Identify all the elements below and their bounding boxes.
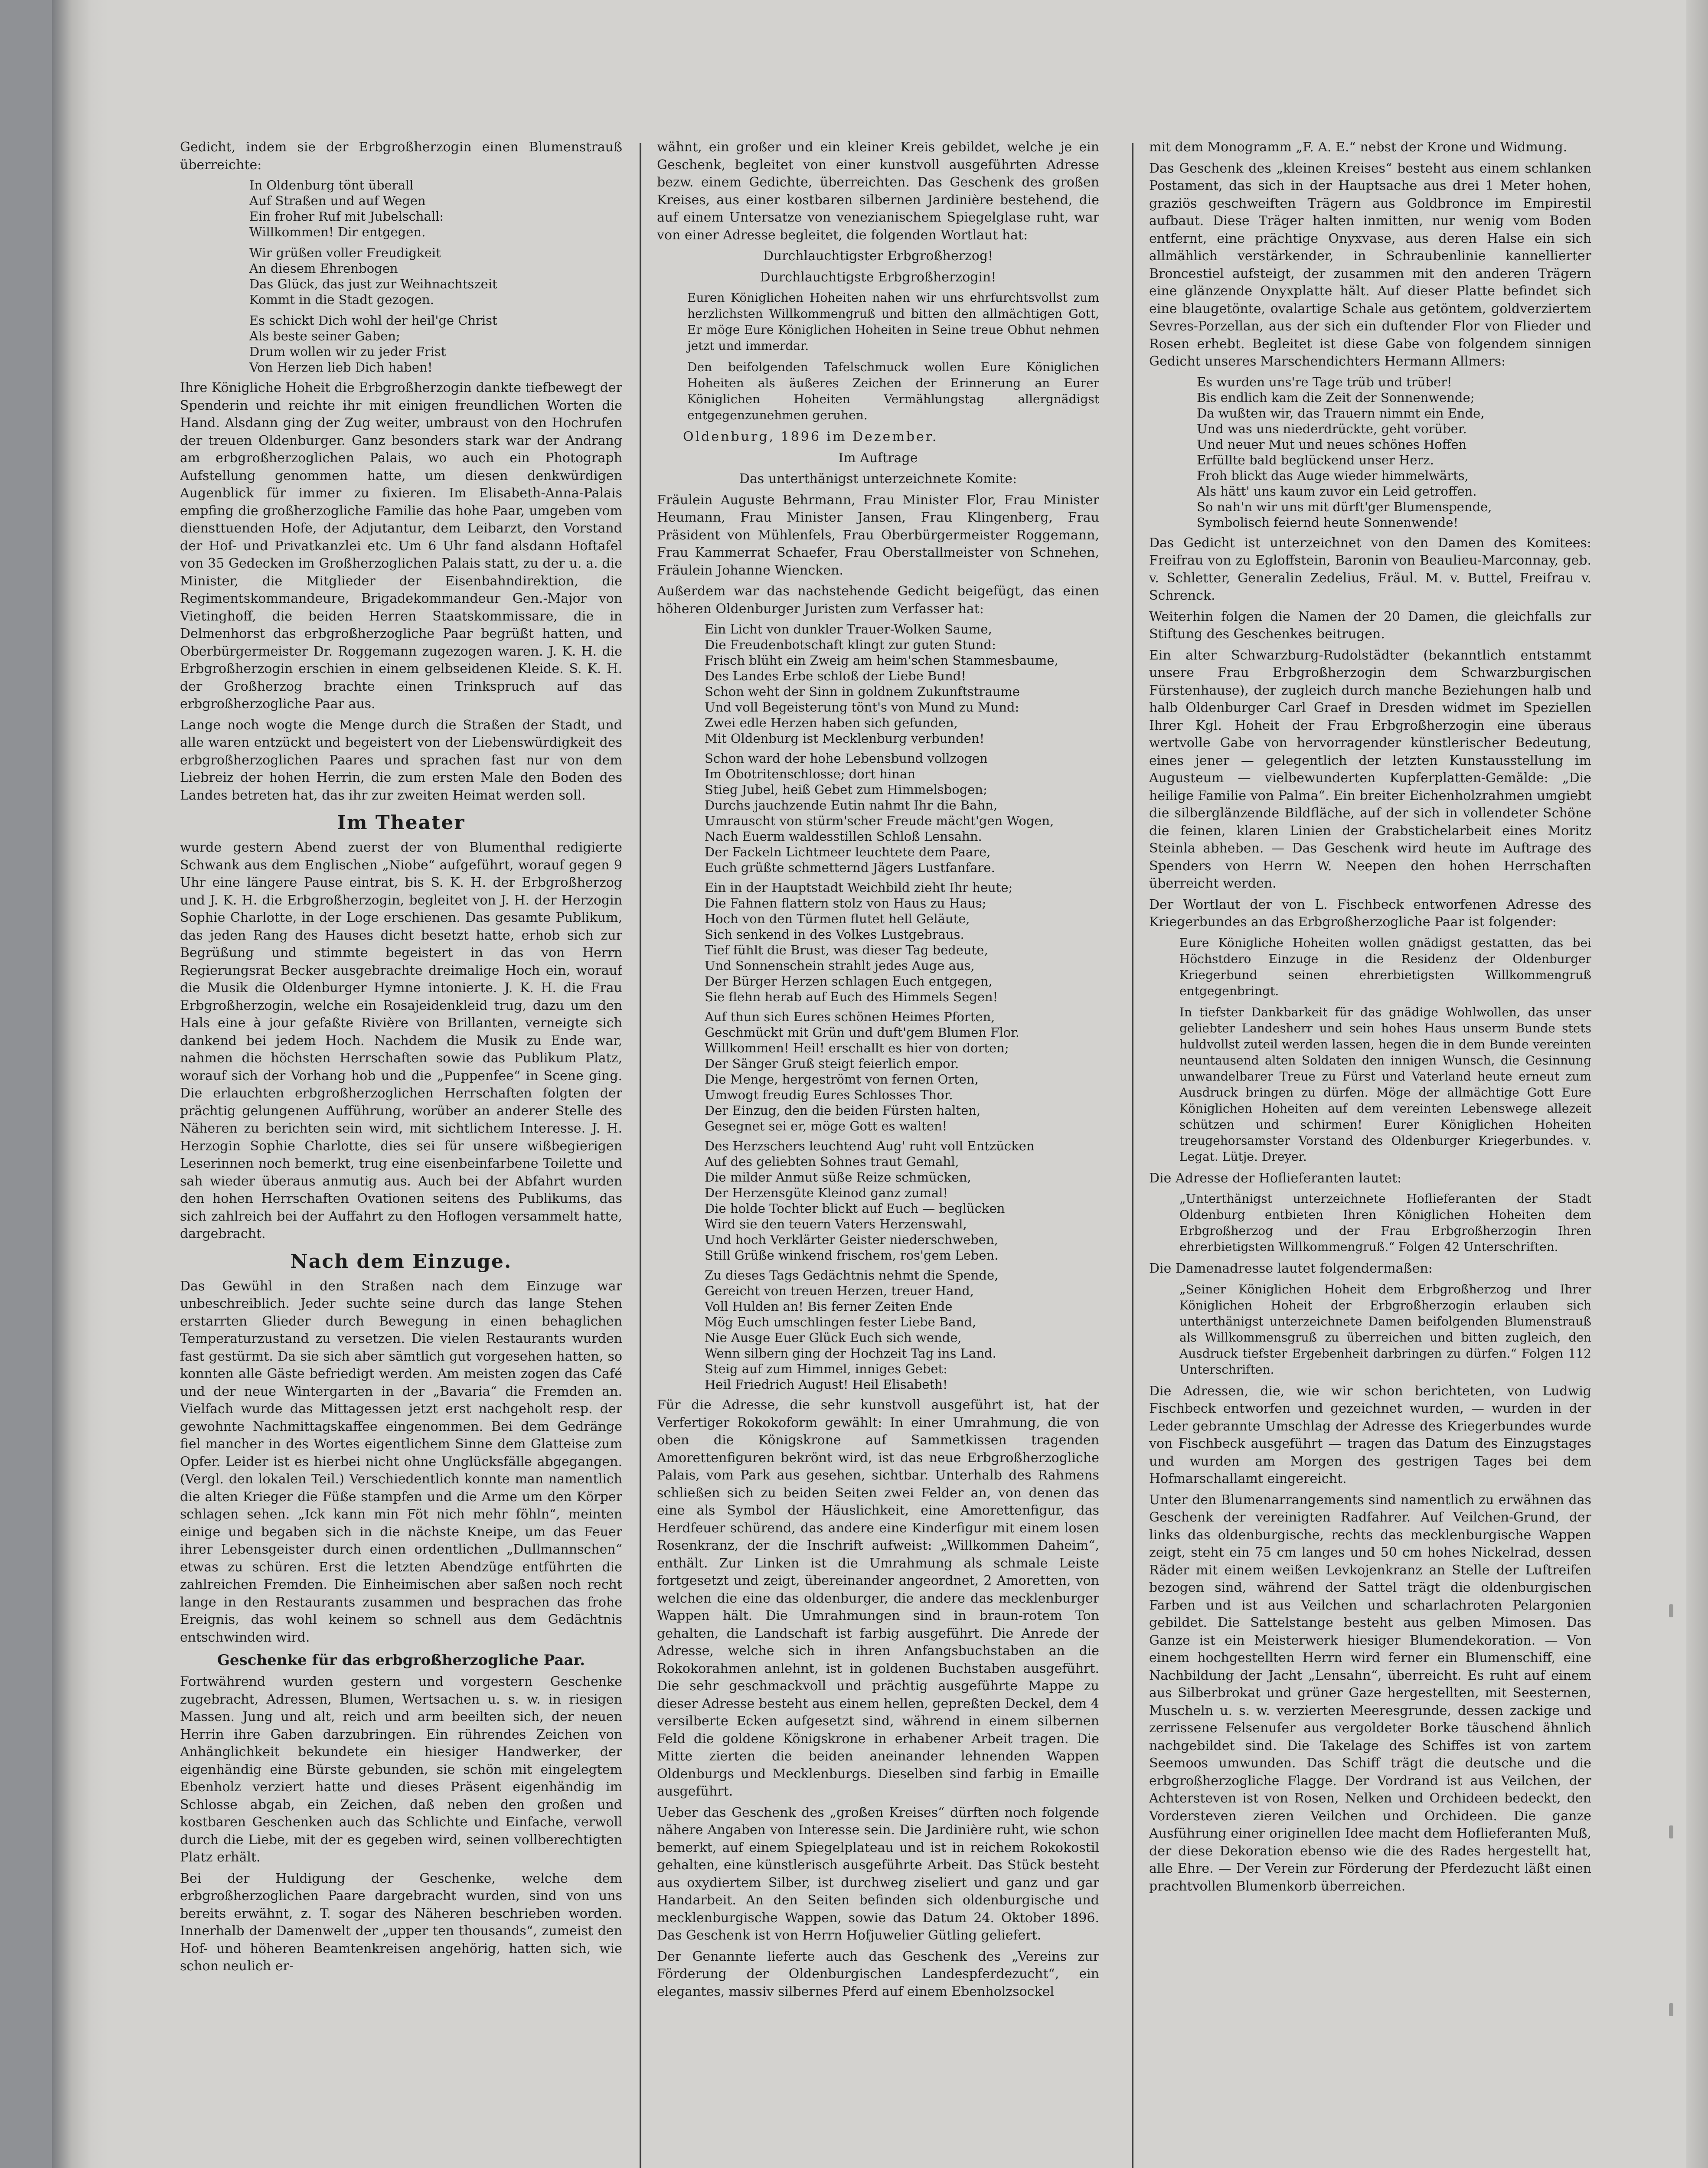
poem-line: Nie Ausge Euer Glück Euch sich wende, xyxy=(705,1330,962,1345)
poem-line: Da wußten wir, das Trauern nimmt ein Ende, xyxy=(1197,405,1485,421)
poem-line: Still Grüße winkend frischem, ros'gem Leben. xyxy=(705,1248,999,1263)
poem-line: Des Herzschers leuchtend Aug' ruht voll Entzücken xyxy=(705,1139,1035,1153)
poem-line: Hoch von den Türmen flutet hell Geläute, xyxy=(705,911,970,926)
poem-line: Und hoch Verklärter Geister niederschweben, xyxy=(705,1232,998,1247)
poem-line: Und was uns niederdrückte, geht vorüber. xyxy=(1197,421,1467,436)
paragraph: Fortwährend wurden gestern und vorgestern Geschenke zugebracht, Adressen, Blumen, Wertsachen u. s. w. in riesigen Massen. Jung und alt, reich und arm beeilten sich, der neuen Herrin ihre Gaben darzubringen. Ein rührendes Zeichen von Anhänglichkeit bekundete ein hiesiger Handwerker, der eigenhändig eine Bürste gebunden, sie schön mit eingelegtem Ebenholz verziert hatte und dieses Präsent eigenhändig im Schlosse abgab, ein Zeichen, daß neben den großen und kostbaren Geschenken auch das Schlichte und Einfache, verwoll durch die Liebe, mit der es gegeben wird, seinen vollberechtigten Platz erhält. xyxy=(180,1674,622,1865)
poem-line: Der Sänger Gruß steigt feierlich empor. xyxy=(705,1056,959,1071)
poem-line: Nach Euerm waldesstillen Schloß Lensahn. xyxy=(705,829,982,844)
poem-line: Heil Friedrich August! Heil Elisabeth! xyxy=(705,1377,948,1392)
poem-line: Die Fahnen flattern stolz von Haus zu Haus; xyxy=(705,896,986,911)
paragraph: wurde gestern Abend zuerst der von Blumenthal redigierte Schwank aus dem Englischen „Niobe“ aufgeführt, worauf gegen 9 Uhr eine längere Pause eintrat, bis S. K. H. der Erbgroßherzog und J. K. H. die Erbgroßherzogin, begleitet von J. H. der Herzogin Sophie Charlotte, in der Loge erschienen. Das gesamte Publikum, das jeden Rang des Hauses dicht besetzt hatte, erhob sich zur Begrüßung und stimmte begeistert in das von Herrn Regierungsrat Becker ausgebrachte dreimalige Hoch ein, worauf die Musik die Oldenburger Hymne intonierte. J. K. H. die Frau Erbgroßherzogin, welche ein Rosajeidenkleid trug, dazu um den Hals eine à jour gefaßte Rivière von Brillanten, verneigte sich dankend bei jedem Hoch. Nachdem die Musik zu Ende war, nahmen die höchsten Herrschaften sowie das Publikum Platz, worauf sich der Vorhang hob und die „Puppenfee“ in Scene ging. Die erlauchten erbgroßherzoglichen Herrschaften folgten der prächtig gelungenen Aufführung, worüber an anderer Stelle des Näheren zu berichten sein wird, mit sichtlichem Interesse. J. H. Herzogin Sophie Charlotte, dies sei für unsere wißbegierigen Leserinnen noch bemerkt, trug eine eisenbeinfarbene Toilette und sah wieder überaus anmutig aus. Auch bei der Abfahrt wurden den hohen Herrschaften Ovationen seitens des Publikums, das sich zahlreich bei der Auffahrt zu den Hoflogen versammelt hatte, dargebracht. xyxy=(180,840,622,1241)
poem-line: Der Fackeln Lichtmeer leuchtete dem Paare, xyxy=(705,845,991,859)
column-2 xyxy=(657,139,1099,2168)
poem-line: Durchs jauchzende Eutin nahmt Ihr die Bahn, xyxy=(705,798,998,813)
poem-line: Gereicht von treuen Herzen, treuer Hand, xyxy=(705,1283,974,1298)
poem-welcome xyxy=(249,177,622,375)
column-rule xyxy=(1132,143,1133,2168)
book-spine-shadow xyxy=(52,0,108,2168)
poem-line: Als beste seiner Gaben; xyxy=(249,329,400,343)
auftrag: Im Auftrage xyxy=(838,450,918,466)
poem-stanza xyxy=(705,1009,1099,1134)
paragraph: Lange noch wogte die Menge durch die Straßen der Stadt, und alle waren entzückt und begeistert von der Liebenswürdigkeit des erbgroßherzoglichen Paares und sprachen fast nur von dem Liebreiz der hohen Herrin, die zum ersten Male den Boden des Landes betreten hat, das ihr zur zweiten Heimat werden soll. xyxy=(180,717,622,803)
poem-line: An diesem Ehrenbogen xyxy=(249,261,398,276)
poem-line: Und voll Begeisterung tönt's von Mund zu Mund: xyxy=(705,700,1019,715)
paragraph: Ihre Königliche Hoheit die Erbgroßherzogin dankte tiefbewegt der Spenderin und reichte ihr mit einigen freundlichen Worten die Hand. Alsdann ging der Zug weiter, umbraust von den Hochrufen der treuen Oldenburger. Ganz besonders stark war der Andrang am erbgroßherzoglichen Palais, wo auch ein Photograph Aufstellung genommen hatte, um diesen denkwürdigen Augenblick für immer zu fixieren. Im Elisabeth-Anna-Palais empfing die großherzogliche Familie das hohe Paar, umgeben vom diensttuenden Hofe, der Adjutantur, dem Leibarzt, den Vorstand der Hof- und Privatkanzlei etc. Um 6 Uhr fand alsdann Hoftafel von 35 Gedecken im Großherzoglichen Palais statt, zu der u. a. die Minister, die Mitglieder der Eisenbahndirektion, die Regimentskommandeure, Brigadekommandeur Gen.-Major von Vietinghoff, die beiden Herren Staatskommissare, die in Delmenhorst das erbgroßherzogliche Paar begrüßt hatten, und Oberbürgermeister Dr. Roggemann zugezogen waren. J. K. H. die Erbgroßherzogin erschien in einem gelbseidenen Kleide. S. K. H. der Großherzog brachte einen Trinkspruch auf das erbgroßherzogliche Paar aus. xyxy=(180,380,622,712)
poem-line: Sich senkend in des Volkes Lustgebraus. xyxy=(705,927,964,942)
address-text: In tiefster Dankbarkeit für das gnädige Wohlwollen, das unser geliebter Landesherr und sein hohes Haus unserm Bunde stets huldvollst zuteil werden lassen, hegen die in dem Bunde vereinten neuntausend alten Soldaten den innigen Wunsch, die Gesinnung unwandelbarer Treue zu Fürst und Vaterland heute erneut zum Ausdruck bringen zu dürfen. Möge der allmächtige Gott Eure Königlichen Hoheiten auf dem vereinten Lebenswege allezeit schützen und schirmen! Eurer Königlichen Hoheiten treugehorsamster Vorstand des Oldenburger Kriegerbundes. v. Legat. Lütje. Dreyer. xyxy=(1179,1005,1591,1164)
poem-line: Mög Euch umschlingen fester Liebe Band, xyxy=(705,1315,976,1329)
paragraph: Unter den Blumenarrangements sind namentlich zu erwähnen das Geschenk der vereinigten Radfahrer. Auf Veilchen-Grund, der links das oldenburgische, rechts das mecklenburgische Wappen zeigt, steht ein 75 cm langes und 50 cm hohes Nickelrad, dessen Räder mit einem weißen Levkojenkranz an Stelle der Luftreifen bezogen sind, während der Sattel trägt die oldenburgischen Farben und ist aus Veilchen und scharlachroten Pelargonien gebildet. Die Sattelstange besteht aus gelben Mimosen. Das Ganze ist ein Meisterwerk hiesiger Blumendekoration. — Von einem hochgestellten Herrn wird ferner ein Blumenschiff, eine Nachbildung der Jacht „Lensahn“, überreicht. Es ruht auf einem aus Silberbrokat und grüner Gaze hergestellten, mit Seesternen, Muscheln u. s. w. verzierten Meeresgrunde, dessen zackige und zerrissene Felsenufer aus vergoldeter Borke täuschend ähnlich nachgebildet sind. Die Takelage des Schiffes ist von zartem Seemoos umwunden. Das Schiff trägt die deutsche und die erbgroßherzogliche Flagge. Der Vordrand ist aus Veilchen, der Achtersteven ist von Rosen, Nelken und Orchideen bedeckt, den Vordersteven zieren Veilchen und Orchideen. Die ganze Ausführung einer originellen Idee macht dem Hoflieferanten Muß, der diese Dekoration ebenso wie die des Rades hergestellt hat, alle Ehre. — Der Verein zur Förderung der Pferdezucht läßt einen prachtvollen Blumenkorb überreichen. xyxy=(1149,1492,1591,1894)
poem-line: Mit Oldenburg ist Mecklenburg verbunden! xyxy=(705,731,985,746)
poem-line: Schon weht der Sinn in goldnem Zukunftstraume xyxy=(705,684,1020,699)
paragraph: Ein alter Schwarzburg-Rudolstädter (bekanntlich entstammt unsere Frau Erbgroßherzogin dem Schwarzburgischen Fürstenhause), der zugleich durch manche Beziehungen halb und halb Oldenburger Carl Graef in Dresden widmet im Speziellen Ihrer Kgl. Hoheit der Frau Erbgroßherzogin eine überaus wertvolle Gabe von hervorragender künstlerischer Bedeutung, eines jener — gelegentlich der letzten Kunstausstellung im Augusteum — vielbewunderten Kupferplatten-Gemälde: „Die heilige Familie von Palma“. Ein breiter Eichenholzrahmen umgiebt die silberglänzende Bildfläche, auf der sich in vollendeter Schöne die feinen, klaren Linien der Grabstichelarbeit eines Moritz Steinla abheben. — Das Geschenk wird heute im Auftrage des Spenders von Herrn W. Neepen den hohen Herrschaften überreicht werden. xyxy=(1149,647,1591,891)
poem-line: Erfüllte bald beglückend unser Herz. xyxy=(1197,452,1434,467)
poem-line: Willkommen! Dir entgegen. xyxy=(249,225,426,239)
poem-line: Auf des geliebten Sohnes traut Gemahl, xyxy=(705,1154,959,1169)
address-text: Eure Königliche Hoheiten wollen gnädigst gestatten, das bei Höchstdero Einzuge in die Residenz der Oldenburger Kriegerbund seinen ehrerbietigsten Willkommengruß entgegenbringt. xyxy=(1179,935,1591,998)
paragraph: wähnt, ein großer und ein kleiner Kreis gebildet, welche je ein Geschenk, begleitet von einer kunstvoll ausgeführten Adresse bezw. einem Gedichte, überreichten. Das Geschenk des großen Kreises, aus einer kostbaren silbernen Jardinière bestehend, die auf einem Untersatze von venezianischem Spiegelglase ruht, war von einer Adresse begleitet, die folgenden Wortlaut hat: xyxy=(657,140,1099,243)
poem-line: Gesegnet sei er, möge Gott es walten! xyxy=(705,1119,947,1133)
poem-line: In Oldenburg tönt überall xyxy=(249,178,414,193)
poem-line: Kommt in die Stadt gezogen. xyxy=(249,292,434,307)
paragraph: Der Wortlaut der von L. Fischbeck entworfenen Adresse des Kriegerbundes an das Erbgroßherzogliche Paar ist folgender: xyxy=(1149,897,1591,930)
address-salutation: Durchlauchtigste Erbgroßherzogin! xyxy=(760,269,996,285)
poem-stanza xyxy=(705,880,1099,1005)
poem-line: Schon ward der hohe Lebensbund vollzogen xyxy=(705,751,988,766)
poem-line: Euch grüßte schmetternd Jägers Lustfanfare. xyxy=(705,860,995,875)
binding-hole xyxy=(1669,2003,1673,2016)
poem-line: Tief fühlt die Brust, was dieser Tag bedeute, xyxy=(705,943,988,957)
poem-line: Und Sonnenschein strahlt jedes Auge aus, xyxy=(705,958,975,973)
paragraph: Für die Adresse, die sehr kunstvoll ausgeführt ist, hat der Verfertiger Rokokoform gewählt: In einer Umrahmung, die von oben die Königskrone auf Sammetkissen tragenden Amorettenfiguren bekrönt wird, ist das neue Erbgroßherzogliche Palais, vom Park aus gesehen, sichtbar. Unterhalb des Rahmens schließen sich zu beiden Seiten zwei Felder an, von denen das eine als Symbol der Häuslichkeit, eine Amorettenfigur, das Herdfeuer schürend, das andere eine Kinderfigur mit einem losen Rosenkranz, der die Inschrift aufweist: „Willkommen Daheim“, enthält. Zur Linken ist die Umrahmung als schmale Leiste fortgesetzt und zeigt, übereinander angeordnet, 2 Amoretten, von welchen die eine das oldenburger, die andere das mecklenburger Wappen hält. Die Umrahmungen sind in braun-rotem Ton gehalten, die Landschaft ist farbig ausgeführt. Die Anrede der Adresse, welche sich in ihren Anfangsbuchstaben an die Rokokorahmen anlehnt, ist in goldenen Buchstaben ausgeführt. Die sehr geschmackvoll und prächtig ausgeführte Mappe zu dieser Adresse besteht aus einem hellen, gepreßten Deckel, dem 4 versilberte Ecken aufgesetzt sind, während in einem silbernen Feld die goldene Königskrone in erhabener Arbeit tragen. Die Mitte zierten die beiden aneinander lehnenden Wappen Oldenburgs und Mecklenburgs. Dieselben sind farbig in Emaille ausgeführt. xyxy=(657,1397,1099,1799)
poem-line: Voll Hulden an! Bis ferner Zeiten Ende xyxy=(705,1299,953,1314)
poem-line: Ein in der Hauptstadt Weichbild zieht Ihr heute; xyxy=(705,880,1013,895)
poem-line: Es schickt Dich wohl der heil'ge Christ xyxy=(249,313,497,328)
paragraph: Außerdem war das nachstehende Gedicht beigefügt, das einen höheren Oldenburger Juristen zum Verfasser hat: xyxy=(657,584,1099,617)
paragraph: Die Damenadresse lautet folgendermaßen: xyxy=(1149,1261,1433,1276)
paragraph: Die Adresse der Hoflieferanten lautet: xyxy=(1149,1170,1402,1186)
paragraph: Bei der Huldigung der Geschenke, welche dem erbgroßherzoglichen Paare dargebracht wurden, sind von uns bereits erwähnt, z. T. sogar des Näheren beschrieben worden. Innerhalb der Damenwelt der „upper ten thousands“, zumeist den Hof- und höheren Beamtenkreisen angehörig, hatten sich, wie schon neulich er- xyxy=(180,1871,622,1974)
poem-line: Die Freudenbotschaft klingt zur guten Stund: xyxy=(705,637,996,652)
poem-line: Die holde Tochter blickt auf Euch — beglücken xyxy=(705,1201,1005,1216)
poem-stanza xyxy=(705,1138,1099,1263)
poem-line: Umwogt freudig Eures Schlosses Thor. xyxy=(705,1087,953,1102)
poem-stanza xyxy=(705,1267,1099,1392)
binding-hole xyxy=(1669,1825,1673,1838)
komitee: Das unterthänigst unterzeichnete Komite: xyxy=(739,471,1017,486)
poem-line: Sie flehn herab auf Euch des Himmels Segen! xyxy=(705,989,998,1004)
poem-stanza xyxy=(705,751,1099,875)
poem-line: Des Landes Erbe schloß der Liebe Bund! xyxy=(705,669,966,683)
binding-hole xyxy=(1669,1604,1673,1617)
address-text: Den beifolgenden Tafelschmuck wollen Eure Königlichen Hoheiten als äußeres Zeichen der Erinnerung an Eurer Königlichen Hoheiten Vermählungstag allergnädigst entgegenzunehmen geruhen. xyxy=(687,360,1099,422)
paragraph: Das Geschenk des „kleinen Kreises“ besteht aus einem schlanken Postament, das sich in der Hauptsache aus drei 1 Meter hohen, graziös geschweiften Trägern aus Goldbronce im Empirestil aufbaut. Diese Träger halten inmitten, nur wenig vom Boden entfernt, eine prächtige Onyxvase, aus deren Halse ein sich allmählich verstärkender, in Schraubenlinie kannellierter Broncestiel aufsteigt, der zusammen mit den anderen Trägern eine glänzende Onyxplatte hält. Auf dieser Platte befindet sich eine blaugetönte, ovalartige Schale aus getöntem, goldverziertem Sevres-Porzellan, aus der sich ein duftender Flor von Flieder und Rosen erhebt. Begleitet ist diese Gabe von folgendem sinnigen Gedicht unseres Marschendichters Hermann Allmers: xyxy=(1149,160,1591,369)
poem-line: Ein Licht von dunkler Trauer-Wolken Saume, xyxy=(705,622,992,637)
poem-line: Im Obotritenschlosse; dort hinan xyxy=(705,767,916,781)
poem-line: Frisch blüht ein Zweig am heim'schen Stammesbaume, xyxy=(705,653,1058,668)
poem-line: Die Menge, hergeströmt von fernen Orten, xyxy=(705,1072,979,1087)
poem-line: Das Glück, das just zur Weihnachtszeit xyxy=(249,277,497,291)
poem-line: Wird sie den teuern Vaters Herzenswahl, xyxy=(705,1217,967,1231)
poem-line: Zu dieses Tags Gedächtnis nehmt die Spende, xyxy=(705,1268,999,1283)
poem-line: Drum wollen wir zu jeder Frist xyxy=(249,344,446,359)
poem-line: Auf Straßen und auf Wegen xyxy=(249,193,426,208)
paragraph: Der Genannte lieferte auch das Geschenk des „Vereins zur Förderung der Oldenburgischen Landespferdezucht“, ein elegantes, massiv silbernes Pferd auf einem Ebenholzsockel xyxy=(657,1949,1099,1999)
poem-line: Die milder Anmut süße Reize schmücken, xyxy=(705,1170,971,1185)
paragraph: mit dem Monogramm „F. A. E.“ nebst der Krone und Widmung. xyxy=(1149,140,1568,155)
poem-line: Wenn silbern ging der Hochzeit Tag ins Land. xyxy=(705,1346,996,1361)
poem-line: Froh blickt das Auge wieder himmelwärts, xyxy=(1197,468,1469,483)
signatories: Fräulein Auguste Behrmann, Frau Minister Flor, Frau Minister Heumann, Frau Minister Jansen, Frau Klingenberg, Frau Präsident von Mühlenfels, Frau Oberbürgermeister Roggemann, Frau Kammerrat Schaefer, Frau Oberstallmeister von Schnehen, Fräulein Johanne Wiencken. xyxy=(657,492,1099,578)
poem-line: Wir grüßen voller Freudigkeit xyxy=(249,245,441,260)
poem-line: Der Bürger Herzen schlagen Euch entgegen, xyxy=(705,974,993,989)
poem-line: Bis endlich kam die Zeit der Sonnenwende; xyxy=(1197,390,1475,405)
paragraph: Ueber das Geschenk des „großen Kreises“ dürften noch folgende nähere Angaben von Interesse sein. Die Jardinière ruht, wie schon bemerkt, auf einem Spiegelplateau und ist in reichem Rokokostil gehalten, eine künstlerisch ausgeführte Arbeit. Das Stück besteht aus oxydiertem Silber, ist durchweg ziseliert und ganz und gar Handarbeit. An den Seiten befinden sich oldenburgische und mecklenburgische Wappen, sowie das Datum 24. Oktober 1896. Das Geschenk ist von Herrn Hofjuwelier Gütling geliefert. xyxy=(657,1805,1099,1943)
poem-line: Willkommen! Heil! erschallt es hier von dorten; xyxy=(705,1041,1009,1055)
poem-stanza xyxy=(705,621,1099,746)
poem-line: Es wurden uns're Tage trüb und trüber! xyxy=(1197,374,1452,389)
address-salutation: Durchlauchtigster Erbgroßherzog! xyxy=(763,248,993,264)
heading-einzug: Nach dem Einzuge. xyxy=(290,1250,512,1273)
poem-line: Als hätt' uns kaum zuvor ein Leid getroffen. xyxy=(1197,483,1477,499)
poem-line: Zwei edle Herzen haben sich gefunden, xyxy=(705,715,958,730)
poem-line: Und neuer Mut und neues schönes Hoffen xyxy=(1197,437,1467,452)
column-3 xyxy=(1149,139,1591,2168)
poem-line: So nah'n wir uns mit dürft'ger Blumenspende, xyxy=(1197,499,1492,514)
dateline: Oldenburg, 1896 im Dezember. xyxy=(683,429,938,444)
poem-line: Auf thun sich Eures schönen Heimes Pforten, xyxy=(705,1009,995,1024)
address-text: Euren Königlichen Hoheiten nahen wir uns ehrfurchtsvollst zum herzlichsten Willkommengruß und bitten den allmächtigen Gott, Er möge Eure Königlichen Hoheiten in Seine treue Obhut nehmen jetzt und immerdar. xyxy=(687,291,1099,353)
paragraph: Die Adressen, die, wie wir schon berichteten, von Ludwig Fischbeck entworfen und gezeichnet wurden, — wurden in der Leder gebrannte Umschlag der Adresse des Kriegerbundes wurde von Fischbeck ausgeführt — tragen das Datum des Einzugstages und wurden am Morgen des gestrigen Tages bei dem Hofmarschallamt eingereicht. xyxy=(1149,1383,1591,1486)
heading-theater: Im Theater xyxy=(337,812,465,834)
page-edge xyxy=(1686,0,1708,2168)
paragraph: Weiterhin folgen die Namen der 20 Damen, die gleichfalls zur Stiftung des Geschenkes beitrugen. xyxy=(1149,609,1591,642)
poem-allmers xyxy=(1197,374,1591,530)
address-text: „Seiner Königlichen Hoheit dem Erbgroßherzog und Ihrer Königlichen Hoheit der Erbgroßherzogin erlauben sich unterthänigst unterzeichnete Damen beifolgenden Blumenstrauß als Willkommensgruß zu überreichen und bitten zugleich, den Ausdruck tiefster Ergebenheit darbringen zu dürfen.“ Folgen 112 Unterschriften. xyxy=(1179,1282,1591,1377)
poem-line: Von Herzen lieb Dich haben! xyxy=(249,360,433,375)
heading-geschenke: Geschenke für das erbgroßherzogliche Paar. xyxy=(217,1652,585,1669)
poem-line: Umrauscht von stürm'scher Freude mächt'gen Wogen, xyxy=(705,813,1054,828)
paragraph: Das Gewühl in den Straßen nach dem Einzuge war unbeschreiblich. Jeder suchte seine durch das lange Stehen erstarrten Glieder durch Bewegung in einen behaglichen Temperaturzustand zu versetzen. Die vielen Restaurants wurden fast gestürmt. Da sie sich aber sämtlich gut vorgesehen hatten, so konnten alle Gäste befriedigt werden. Am meisten zogen das Café und der neue Wintergarten in der „Bavaria“ die Fremden an. Vielfach wurde das Mittagessen jetzt erst nachgeholt resp. der gewohnte Nachmittagskaffee eingenommen. Bei dem Gedränge fiel mancher in des Wortes eigentlichem Sinne dem Glatteise zum Opfer. Leider ist es hierbei nicht ohne Unglücksfälle abgegangen. (Vergl. den lokalen Teil.) Verschiedentlich konnte man namentlich die alten Krieger die Füße stampfen und die Arme um den Körper schlagen sehen. „Ick kann min Föt nich mehr föhln“, meinten einige und begaben sich in die nächste Kneipe, um das Feuer ihrer Lebensgeister durch einen ordentlichen „Dullmannschen“ etwas zu schüren. Erst die letzten Abendzüge entführten die zahlreichen Fremden. Die Einheimischen aber saßen noch recht lange in den Restaurants zusammen und besprachen das frohe Ereignis, das wohl keinem so schnell aus dem Gedächtnis entschwinden wird. xyxy=(180,1278,622,1645)
intro-text: Gedicht, indem sie der Erbgroßherzogin einen Blumenstrauß überreichte: xyxy=(180,140,622,173)
poem-line: Der Herzensgüte Kleinod ganz zumal! xyxy=(705,1185,948,1200)
column-1 xyxy=(180,139,622,2168)
poem-line: Steig auf zum Himmel, inniges Gebet: xyxy=(705,1362,947,1376)
paragraph: Das Gedicht ist unterzeichnet von den Damen des Komitees: Freifrau von zu Egloffstein, Baronin von Beaulieu-Marconnay, geb. v. Schletter, Generalin Zedelius, Fräul. M. v. Buttel, Freifrau v. Schrenck. xyxy=(1149,535,1591,603)
column-rule xyxy=(640,143,641,2168)
poem-line: Geschmückt mit Grün und duft'gem Blumen Flor. xyxy=(705,1025,1019,1040)
poem-line: Ein froher Ruf mit Jubelschall: xyxy=(249,209,444,224)
poem-line: Der Einzug, den die beiden Fürsten halten, xyxy=(705,1103,981,1118)
poem-line: Symbolisch feiernd heute Sonnenwende! xyxy=(1197,515,1459,530)
poem-line: Stieg Jubel, heiß Gebet zum Himmelsbogen; xyxy=(705,782,987,797)
address-text: „Unterthänigst unterzeichnete Hoflieferanten der Stadt Oldenburg entbieten Ihren Königlichen Hoheiten dem Erbgroßherzog und der Frau Erbgroßherzogin Ihren ehrerbietigsten Willkommengruß.“ Folgen 42 Unterschriften. xyxy=(1179,1192,1591,1254)
